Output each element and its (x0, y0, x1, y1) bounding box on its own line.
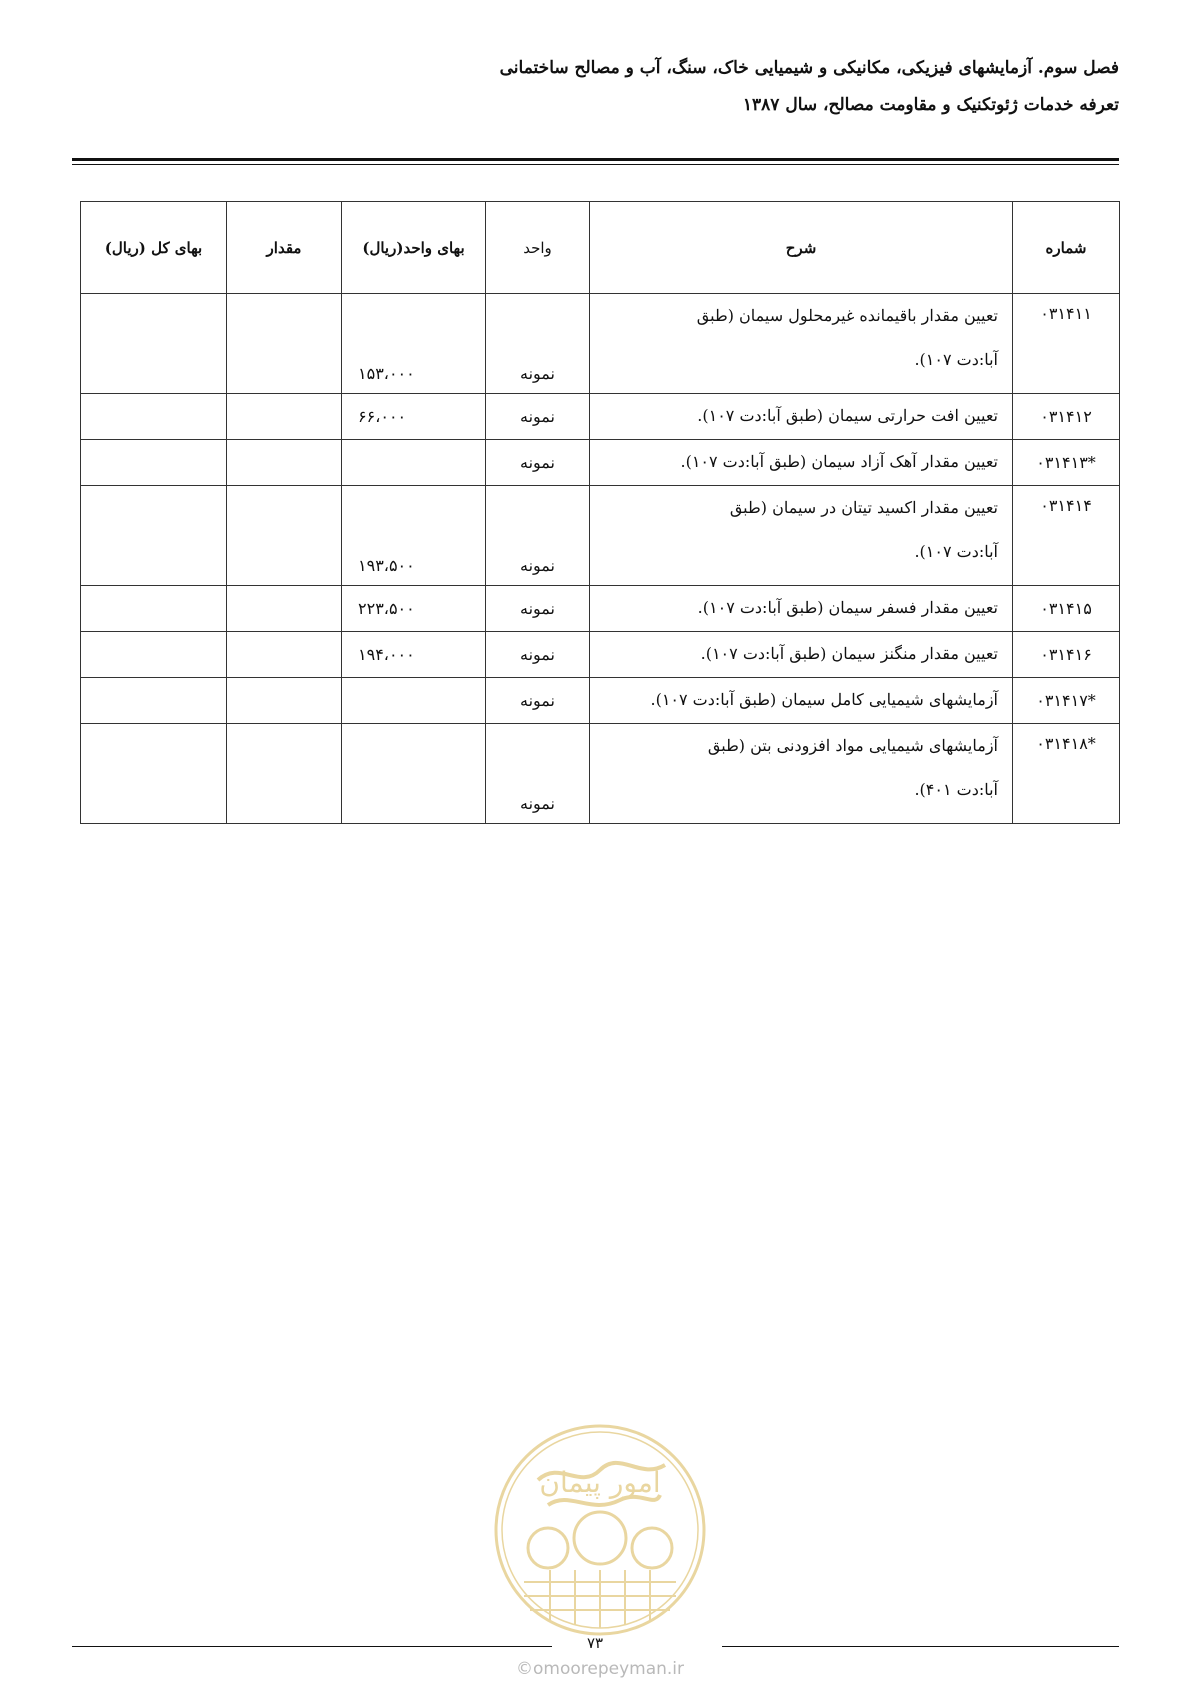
footer-rule-left (72, 1646, 552, 1647)
row-code: *۰۳۱۴۱۳ (1013, 440, 1120, 486)
row-unit-price: ۶۶،۰۰۰ (342, 394, 486, 440)
row-unit: نمونه (486, 294, 590, 394)
row-unit: نمونه (486, 724, 590, 824)
row-code: ۰۳۱۴۱۲ (1013, 394, 1120, 440)
tariff-table (80, 201, 1120, 824)
row-unit-price: ۱۹۳،۵۰۰ (342, 486, 486, 586)
row-description: تعیین مقدار منگنز سیمان (طبق آبا:دت ۱۰۷). (590, 632, 1013, 678)
header-unit-price: بهای واحد(ریال) (342, 202, 486, 294)
site-url-watermark (490, 1659, 710, 1679)
row-unit-price: ۱۵۳،۰۰۰ (342, 294, 486, 394)
row-unit: نمونه (486, 586, 590, 632)
row-code: *۰۳۱۴۱۸ (1013, 724, 1120, 824)
row-unit: نمونه (486, 678, 590, 724)
row-code: ۰۳۱۴۱۱ (1013, 294, 1120, 394)
row-total (81, 440, 227, 486)
table-row (81, 632, 1120, 678)
page-header (72, 58, 1119, 116)
footer-rule-right (722, 1646, 1119, 1647)
copyright-icon: © (515, 1659, 533, 1679)
row-quantity (227, 678, 342, 724)
row-code: ۰۳۱۴۱۴ (1013, 486, 1120, 586)
row-total (81, 632, 227, 678)
header-code: شماره (1013, 202, 1120, 294)
row-quantity (227, 294, 342, 394)
row-description: آزمایشهای شیمیایی کامل سیمان (طبق آبا:دت ۱۰۷). (590, 678, 1013, 724)
row-quantity (227, 440, 342, 486)
document-title: تعرفه خدمات ژئوتکنیک و مقاومت مصالح، سال ۱۳۸۷ (742, 95, 1119, 116)
row-quantity (227, 486, 342, 586)
row-unit: نمونه (486, 440, 590, 486)
table-row (81, 394, 1120, 440)
row-total (81, 486, 227, 586)
header-rule-thick (72, 158, 1119, 161)
row-unit: نمونه (486, 486, 590, 586)
row-total (81, 394, 227, 440)
row-unit: نمونه (486, 632, 590, 678)
row-description-line2: آبا:دت ۴۰۱). (914, 780, 998, 799)
header-unit: واحد (486, 202, 590, 294)
header-total: بهای کل (ریال) (81, 202, 227, 294)
chapter-title: فصل سوم. آزمایشهای فیزیکی، مکانیکی و شیمیایی خاک، سنگ، آب و مصالح ساختمانی (499, 58, 1119, 78)
row-description: تعیین افت حرارتی سیمان (طبق آبا:دت ۱۰۷). (590, 394, 1013, 440)
row-description (590, 294, 1013, 394)
row-code: ۰۳۱۴۱۶ (1013, 632, 1120, 678)
table-row (81, 586, 1120, 632)
row-description-line2: آبا:دت ۱۰۷). (914, 350, 998, 369)
table-row (81, 294, 1120, 394)
row-total (81, 586, 227, 632)
row-unit-price: ۱۹۴،۰۰۰ (342, 632, 486, 678)
row-description-line2: آبا:دت ۱۰۷). (914, 542, 998, 561)
row-description-line1: آزمایشهای شیمیایی مواد افزودنی بتن (طبق (707, 736, 998, 755)
row-quantity (227, 586, 342, 632)
row-total (81, 678, 227, 724)
watermark-text: امور پیمان (539, 1466, 661, 1499)
row-total (81, 724, 227, 824)
table-row (81, 724, 1120, 824)
row-description (590, 486, 1013, 586)
row-code: *۰۳۱۴۱۷ (1013, 678, 1120, 724)
header-rule-thin (72, 164, 1119, 165)
row-quantity (227, 394, 342, 440)
row-code: ۰۳۱۴۱۵ (1013, 586, 1120, 632)
row-unit-price: ۲۲۳،۵۰۰ (342, 586, 486, 632)
omoorepeyman-logo-watermark (490, 1420, 710, 1640)
table-row (81, 486, 1120, 586)
row-description: تعیین مقدار آهک آزاد سیمان (طبق آبا:دت ۱۰۷). (590, 440, 1013, 486)
row-unit-price (342, 440, 486, 486)
row-description-line1: تعیین مقدار باقیمانده غیرمحلول سیمان (طبق (696, 306, 998, 325)
site-url: omoorepeyman.ir (532, 1659, 685, 1679)
row-description: تعیین مقدار فسفر سیمان (طبق آبا:دت ۱۰۷). (590, 586, 1013, 632)
table-row (81, 678, 1120, 724)
header-quantity: مقدار (227, 202, 342, 294)
row-total (81, 294, 227, 394)
row-quantity (227, 632, 342, 678)
row-unit-price (342, 724, 486, 824)
row-unit-price (342, 678, 486, 724)
header-description: شرح (590, 202, 1013, 294)
row-unit: نمونه (486, 394, 590, 440)
row-quantity (227, 724, 342, 824)
row-description-line1: تعیین مقدار اکسید تیتان در سیمان (طبق (729, 498, 998, 517)
page-number: ۷۳ (586, 1634, 604, 1652)
row-description (590, 724, 1013, 824)
table-header-row (81, 202, 1120, 294)
table-row (81, 440, 1120, 486)
